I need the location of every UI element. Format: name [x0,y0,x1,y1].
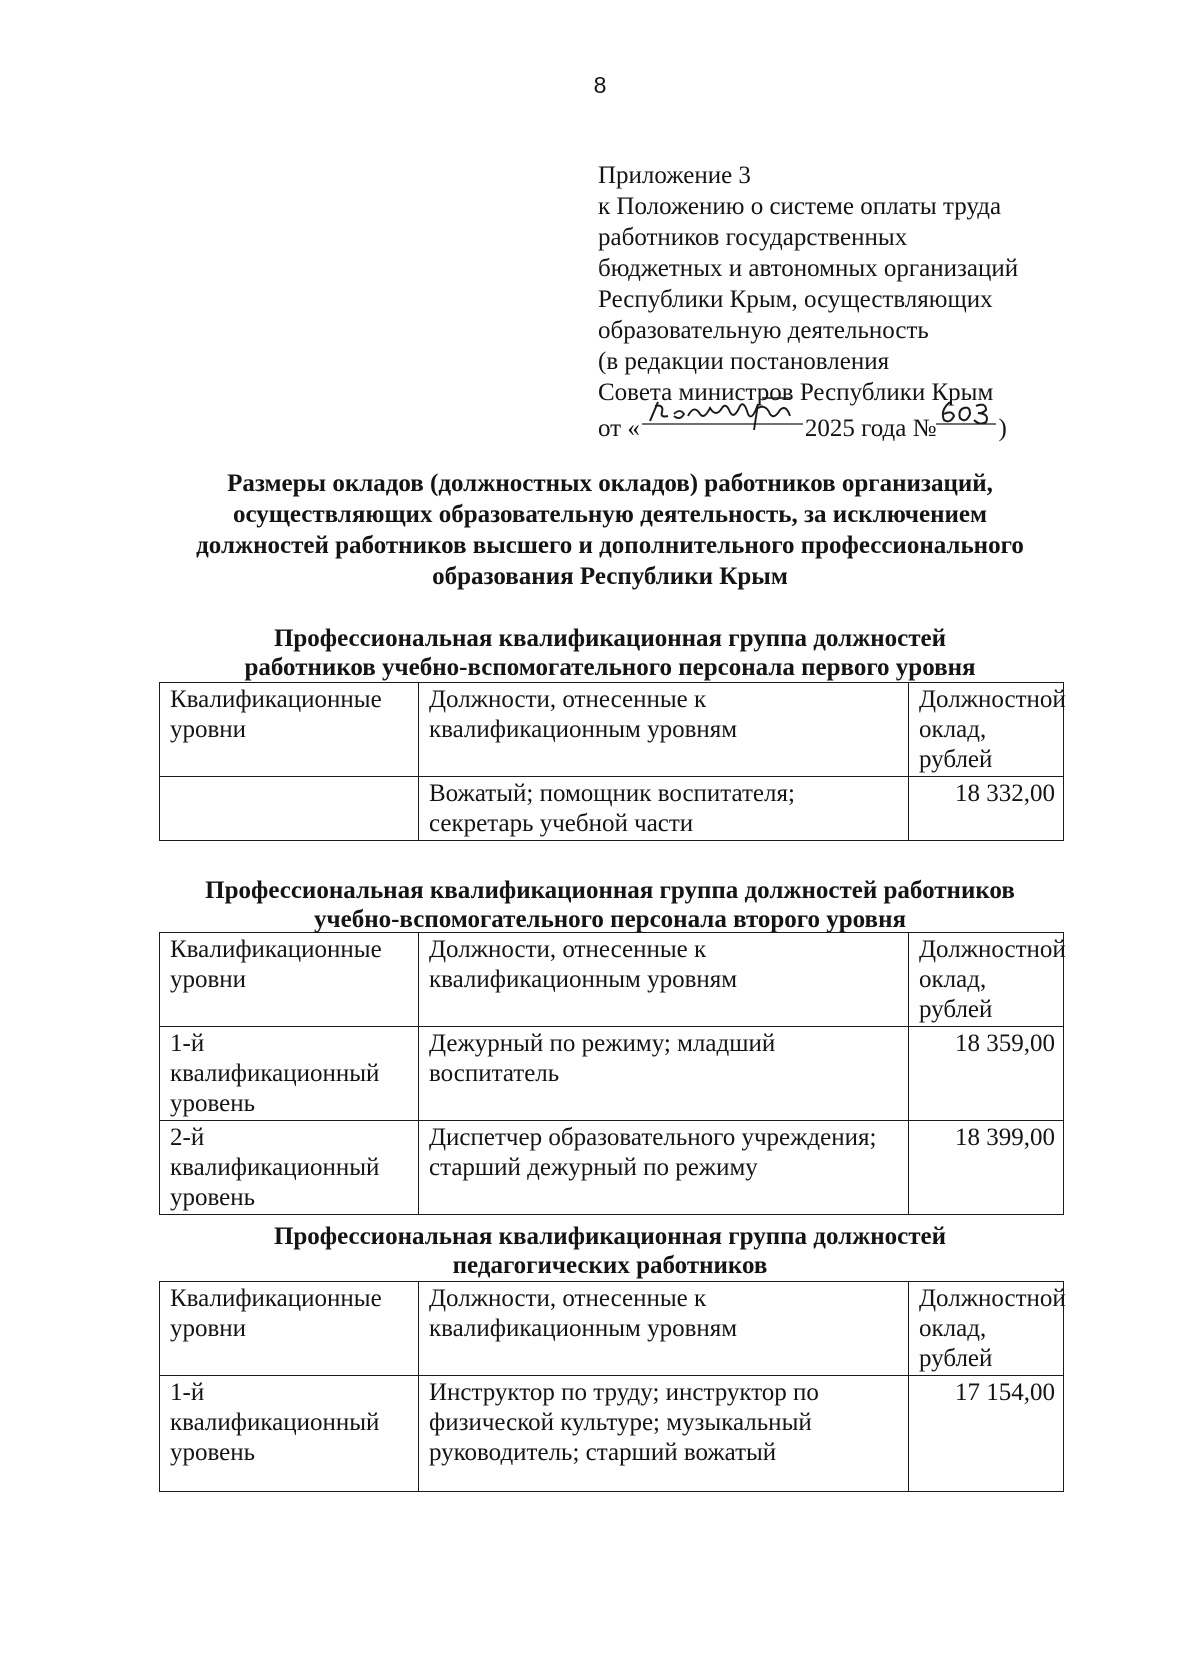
appendix-line: (в редакции постановления [598,348,890,375]
table-row [160,1376,1064,1492]
date-prefix: от « [598,415,640,442]
appendix-line: к Положению о системе оплаты труда [598,193,1002,220]
cell-positions: Инструктор по труду; инструктор по физической культуре; музыкальный руководитель; старший вожатый [419,1376,909,1492]
section-title-1 [150,624,1070,682]
title-line: образования Республики Крым [432,563,788,590]
cell-level: 1-й квалификационный уровень [160,1376,419,1492]
table-header-row [160,683,1064,777]
salary-table-3 [159,1281,1064,1492]
section-title-2 [150,876,1070,934]
cell-salary: 18 359,00 [909,1027,1064,1121]
table-header-row [160,933,1064,1027]
handwritten-number [936,408,998,436]
table-row [160,1027,1064,1121]
header-positions: Должности, отнесенные к квалификационным уровням [419,1282,909,1376]
section-title-3 [150,1222,1070,1280]
cell-level [160,777,419,841]
section-title-line: педагогических работников [452,1252,768,1279]
section-title-line: Профессиональная квалификационная группа должностей работников [205,877,1015,904]
header-positions: Должности, отнесенные к квалификационным уровням [419,933,909,1027]
appendix-line: Приложение 3 [598,162,751,189]
table-row [160,1121,1064,1215]
section-title-line: Профессиональная квалификационная группа должностей [273,1223,947,1250]
title-line: Размеры окладов (должностных окладов) работников организаций, [227,470,993,497]
appendix-line: бюджетных и автономных организаций [598,255,1019,282]
cell-salary: 18 399,00 [909,1121,1064,1215]
section-title-line: Профессиональная квалификационная группа должностей [273,625,947,652]
header-salary: Должностной оклад, рублей [909,1282,1064,1376]
table-row [160,777,1064,841]
header-level: Квалификационные уровни [160,683,419,777]
appendix-heading [598,160,1078,444]
appendix-line: работников государственных [598,224,908,251]
cell-salary: 18 332,00 [909,777,1064,841]
title-line: осуществляющих образовательную деятельность, за исключением [232,501,988,528]
header-salary: Должностной оклад, рублей [909,933,1064,1027]
cell-level: 2-й квалификационный уровень [160,1121,419,1215]
salary-table-1 [159,682,1064,841]
cell-level: 1-й квалификационный уровень [160,1027,419,1121]
document-title [150,468,1070,592]
title-line: должностей работников высшего и дополнительного профессионального [196,532,1024,559]
cell-salary: 17 154,00 [909,1376,1064,1492]
handwritten-date-signature [640,408,805,436]
header-salary: Должностной оклад, рублей [909,683,1064,777]
header-level: Квалификационные уровни [160,1282,419,1376]
section-title-line: учебно-вспомогательного персонала второго уровня [314,906,906,933]
appendix-date-line [598,408,1078,444]
table-header-row [160,1282,1064,1376]
appendix-line: Республики Крым, осуществляющих [598,286,993,313]
appendix-line: образовательную деятельность [598,317,929,344]
date-suffix: 2025 года № [804,415,937,442]
header-positions: Должности, отнесенные к квалификационным уровням [419,683,909,777]
date-close: ) [998,415,1007,442]
appendix-line: Совета министров Республики Крым [598,379,994,406]
cell-positions: Диспетчер образовательного учреждения; старший дежурный по режиму [419,1121,909,1215]
header-level: Квалификационные уровни [160,933,419,1027]
section-title-line: работников учебно-вспомогательного персонала первого уровня [244,654,976,681]
cell-positions: Вожатый; помощник воспитателя; секретарь учебной части [419,777,909,841]
page-number: 8 [593,72,607,98]
salary-table-2 [159,932,1064,1215]
cell-positions: Дежурный по режиму; младший воспитатель [419,1027,909,1121]
